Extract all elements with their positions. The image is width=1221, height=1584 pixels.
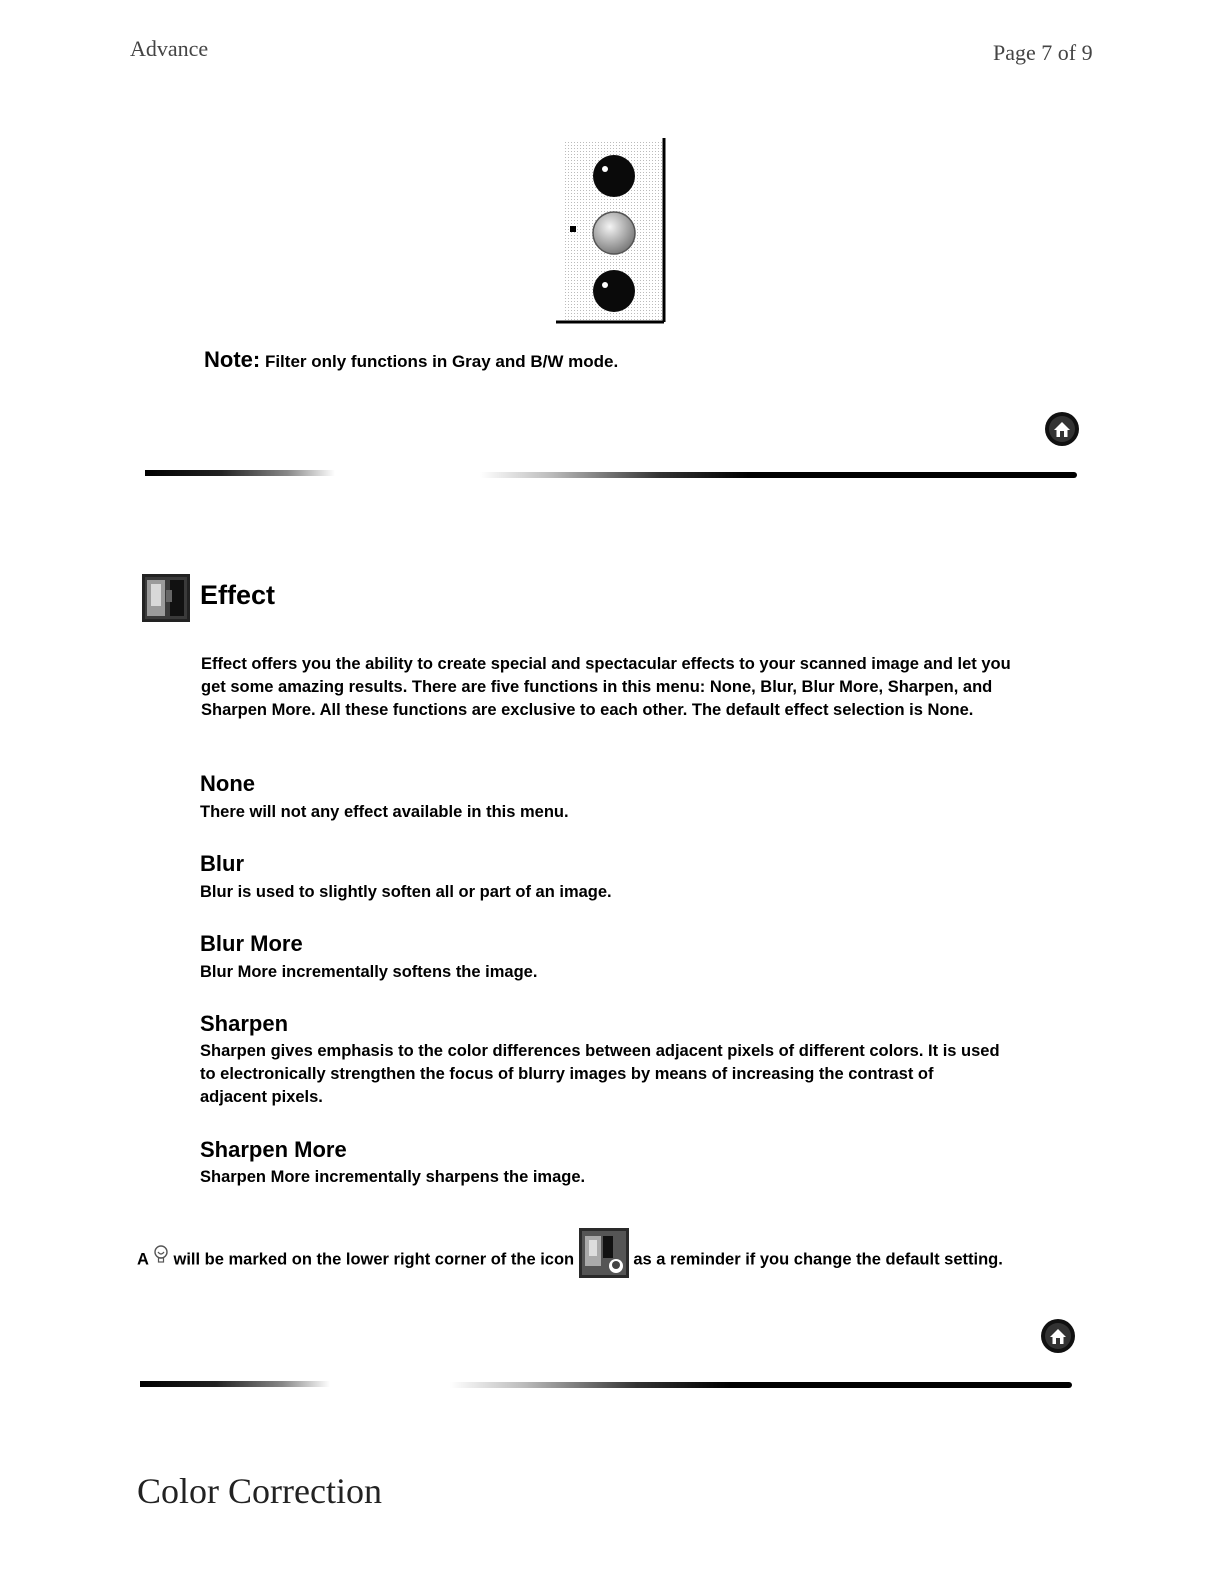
item-title: Sharpen bbox=[200, 1011, 289, 1036]
item-text: There will not any effect available in this menu. bbox=[200, 803, 569, 821]
item-text: Sharpen More incrementally sharpens the image. bbox=[200, 1168, 586, 1186]
reminder-part2: will be marked on the lower right corner of the icon bbox=[173, 1250, 575, 1269]
item-text: Sharpen gives emphasis to the color differences between adjacent pixels of different colors. It is used to electronically strengthen the focus of blurry images by means of increasing the contrast of adjacent pixels. bbox=[200, 1042, 1000, 1106]
note bbox=[204, 347, 618, 373]
section-title: Effect bbox=[200, 580, 276, 610]
note-label: Note: bbox=[204, 347, 261, 372]
item-title: None bbox=[200, 771, 255, 796]
effect-intro: Effect offers you the ability to create special and spectacular effects to your scanned image and let you get some amazing results. There are five functions in this menu: None, Blur, Blur More, Sharpen, and Sharpen More. All these functions are exclusive to each other. The default effect selection is None. bbox=[201, 655, 1011, 719]
reminder-part3: as a reminder if you change the default setting. bbox=[633, 1250, 1003, 1269]
item-title: Sharpen More bbox=[200, 1137, 347, 1162]
filter-knob-control bbox=[556, 136, 668, 326]
divider-left bbox=[145, 470, 335, 476]
note-text: Filter only functions in Gray and B/W mode. bbox=[264, 352, 619, 371]
reminder-part1: A bbox=[137, 1250, 149, 1269]
item-title: Blur bbox=[200, 851, 244, 876]
reminder-text bbox=[137, 1228, 1087, 1292]
divider-right bbox=[480, 472, 1077, 478]
item-title: Blur More bbox=[200, 931, 303, 956]
page-number: Page 7 of 9 bbox=[993, 40, 1093, 65]
next-section-title: Color Correction bbox=[137, 1471, 382, 1511]
home-icon[interactable] bbox=[1044, 411, 1080, 447]
effect-icon bbox=[142, 574, 190, 622]
home-icon[interactable] bbox=[1040, 1318, 1076, 1354]
item-text: Blur is used to slightly soften all or part of an image. bbox=[200, 883, 612, 901]
header-title: Advance bbox=[130, 36, 209, 61]
effect-modified-icon bbox=[579, 1228, 629, 1292]
lightbulb-icon bbox=[153, 1241, 169, 1279]
divider-right bbox=[450, 1382, 1072, 1388]
item-text: Blur More incrementally softens the image. bbox=[200, 963, 538, 981]
divider-left bbox=[140, 1381, 330, 1387]
